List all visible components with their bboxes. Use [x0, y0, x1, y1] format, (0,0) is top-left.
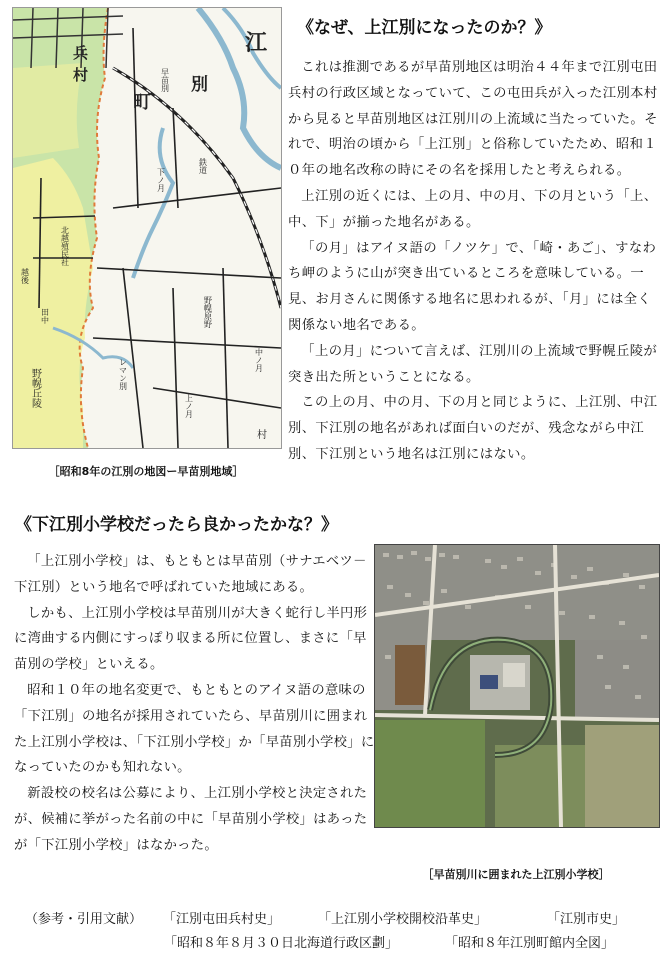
map-label-nopporo-oka: 野幌丘陵: [29, 368, 41, 408]
aerial-photo: [374, 544, 660, 828]
map-label-kita-nopporo: 北越殖民社: [60, 226, 70, 266]
section2-body: [14, 549, 376, 859]
historical-map: [12, 7, 282, 449]
map-label-hyo: 兵: [73, 44, 89, 62]
map-label-betsu: 別: [191, 75, 208, 95]
section2-paragraph: 新設校の校名は公募により、上江別小学校と決定されたが、候補に挙がった名前の中に「早苗別小学校」はあったが「下江別小学校」はなかった。: [14, 786, 368, 853]
reference-item: 「江別屯田兵村史」: [163, 912, 281, 927]
section2-heading: 《下江別小学校だったら良かったかな？》: [15, 515, 338, 535]
section1-body: [288, 55, 659, 468]
map-caption: ［昭和8年の江別の地図ー早苗別地域］: [48, 465, 244, 478]
reference-item: 「昭和８年江別町館内全図」: [445, 936, 615, 951]
map-label-mura: 村: [73, 66, 89, 84]
reference-item: 「江別市史」: [547, 912, 626, 927]
map-label-kanji-mura: 村: [257, 430, 267, 441]
section1-paragraph: 「の月」はアイヌ語の「ノツケ」で、「崎・あご」、すなわち岬のように山が突き出ているところを意味している。一見、お月さんに関係する地名に思われるが、「月」には全く関係ない地名である。: [288, 240, 657, 333]
map-label-nopporo-genya: 野幌原野: [203, 296, 213, 328]
map-label-e: 江: [245, 30, 268, 56]
section1-paragraph: 上江別の近くには、上の月、中の月、下の月という「上、中、下」が揃った地名がある。: [288, 188, 658, 230]
section2-paragraph: しかも、上江別小学校は早苗別川が大きく蛇行し半円形に湾曲する内側にすっぽり収まる所に位置し、まさに「早苗別の学校」といえる。: [14, 605, 368, 673]
section2-paragraph: 「上江別小学校」は、もともとは早苗別（サナエベツ－下江別）という地名で呼ばれていた地域にある。: [14, 554, 367, 595]
photo-caption: ［早苗別川に囲まれた上江別小学校］: [422, 868, 610, 881]
reference-item: 「昭和８年８月３０日北海道行政区劃」: [164, 936, 399, 951]
section1-paragraph: 「上の月」について言えば、江別川の上流域で野幌丘陵が突き出た所ということになる。: [288, 343, 658, 385]
map-label-machi: 町: [133, 92, 151, 113]
map-label-shimo-no: 下ノ月: [156, 168, 166, 192]
reference-item: 「上江別小学校開校沿革史」: [318, 912, 488, 927]
map-label-tetsudo: 鉄道: [198, 158, 208, 174]
map-label-tonden: 田中: [40, 308, 50, 324]
map-label-lemon: レマン別: [118, 358, 128, 390]
map-label-sanae: 早苗別: [160, 68, 170, 92]
section1-heading: 《なぜ、上江別になったのか？》: [297, 18, 552, 38]
references-prefix: （参考・引用文献）: [25, 912, 143, 927]
map-label-kami-no: 上ノ月: [184, 394, 194, 418]
section2-paragraph: 昭和１０年の地名変更で、もともとのアイヌ語の意味の「下江別」の地名が採用されていたら、早苗別川に囲まれた上江別小学校は、「下江別小学校」か「早苗別小学校」になっていたのかも知れない。: [14, 682, 375, 776]
map-label-echigo: 越後: [20, 268, 30, 284]
map-label-nakano: 中ノ月: [254, 348, 264, 372]
section1-paragraph: この上の月、中の月、下の月と同じように、上江別、中江別、下江別の地名があれば面白いのだが、残念ながら中江別、下江別という地名は江別にはない。: [288, 395, 658, 462]
section1-paragraph: これは推測であるが早苗別地区は明治４４年まで江別屯田兵村の行政区域となっていて、この屯田兵が入った江別本村から見ると早苗別地区は江別川の上流域に当たっていた。それで、明治の頃から「上江別」と俗称していたため、昭和１０年の地名改称の時にその名を採用したと考えられる。: [288, 60, 658, 179]
